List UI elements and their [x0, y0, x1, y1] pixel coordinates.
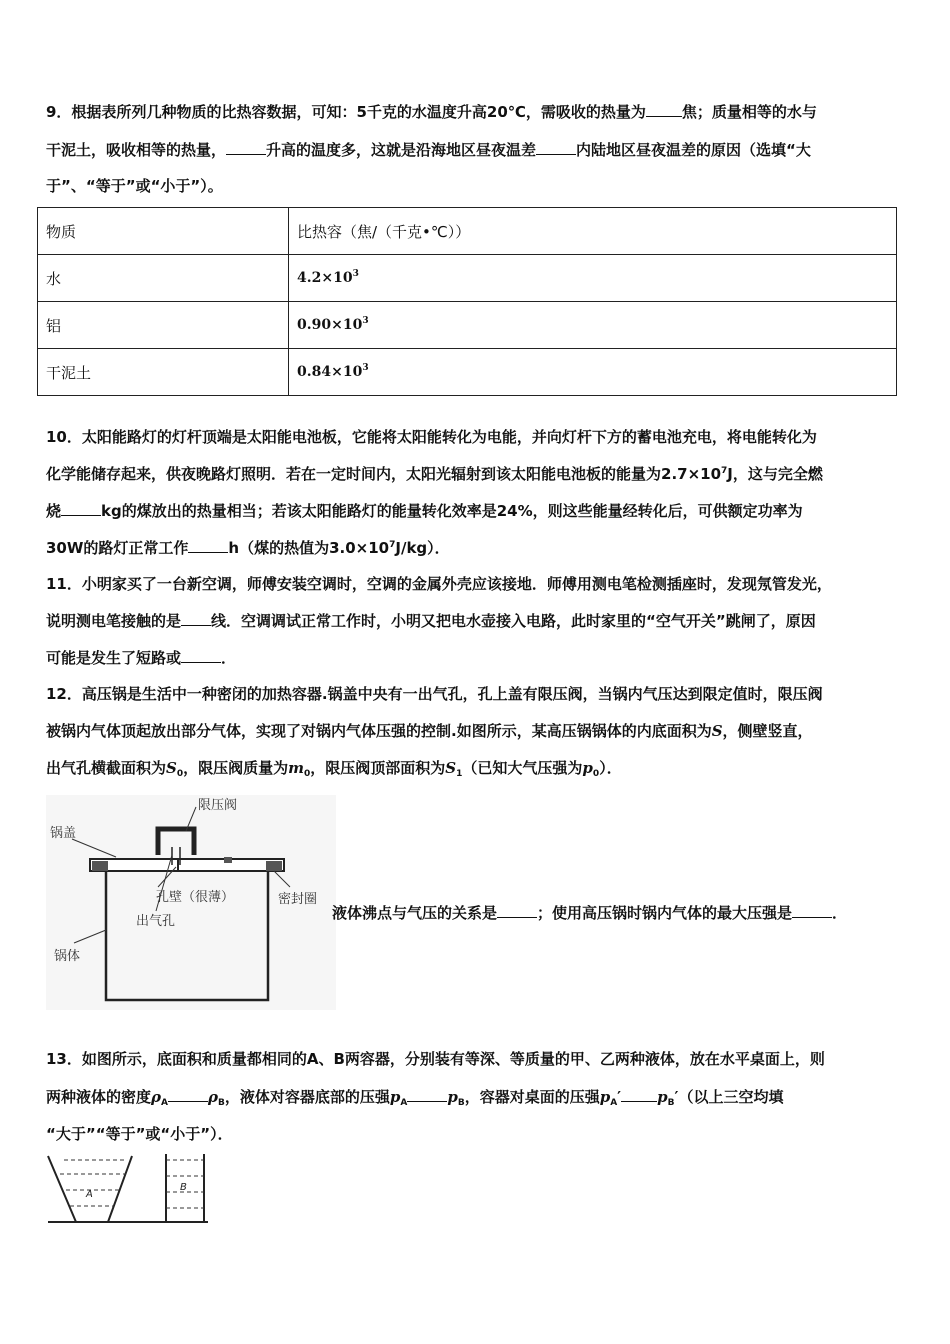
q10-line3: 烧 kg的煤放出的热量相当；若该太阳能路灯的能量转化效率是24%，则这些能量经转化后，可供额定功率为	[46, 502, 803, 520]
table-cell-value: $0.90\times 10^3$	[289, 302, 897, 349]
pressure-cooker-diagram	[46, 795, 336, 1010]
q13-blank-table-pressure[interactable]	[621, 1087, 657, 1102]
containers-diagram	[46, 1150, 212, 1226]
label-vent: 出气孔	[136, 914, 176, 929]
table-cell-substance: 干泥土	[38, 349, 289, 396]
q13-line3: “大于”“等于”或“小于”）．	[46, 1125, 233, 1143]
q11-blank-wire[interactable]	[181, 611, 211, 626]
table-cell-value: $4.2\times 10^3$	[289, 255, 897, 302]
table-row	[38, 349, 897, 396]
q11-line1: 11．小明家买了一台新空调，师傅安装空调时，空调的金属外壳应该接地．师傅用测电笔检测插座时，发现氖管发光，	[46, 575, 832, 593]
label-pot-body: 锅体	[54, 949, 81, 964]
q13-blank-density[interactable]	[168, 1087, 208, 1102]
table-cell-substance: 铝	[38, 302, 289, 349]
label-container-a: A	[86, 1189, 93, 1200]
q9-line1: 9．根据表所列几种物质的比热容数据，可知：5千克的水温度升高20℃，需吸收的热量为 焦；质量相等的水与	[46, 103, 817, 121]
q13-line2: 两种液体的密度$\rho_A$ $\rho_B$，液体对容器底部的压强$p_A$ $p_B$，容器对桌面的压强$p_A'$ $p_B'$（以上三空均填	[46, 1088, 784, 1108]
table-header-cell: 比热容（焦/（千克•℃））	[289, 208, 897, 255]
q10-blank-coal-mass[interactable]	[61, 501, 101, 516]
q11-line2: 说明测电笔接触的是 线．空调调试正常工作时，小明又把电水壶接入电路，此时家里的“空气开关”跳闸了，原因	[46, 612, 816, 630]
q12-blank-boiling[interactable]	[497, 903, 537, 918]
q12-answer-line: 液体沸点与气压的关系是 ；使用高压锅时锅内气体的最大压强是 ．	[332, 904, 848, 922]
table-header-row	[38, 208, 897, 255]
label-seal: 密封圈	[278, 892, 318, 907]
q9-blank-heat[interactable]	[646, 102, 682, 117]
specific-heat-table	[37, 207, 897, 396]
q10-line2: 化学能储存起来，供夜晚路灯照明．若在一定时间内，太阳光辐射到该太阳能电池板的能量为$2.7\times 10^7J$，这与完全燃	[46, 465, 823, 483]
q9-line2: 干泥土，吸收相等的热量， 升高的温度多，这就是沿海地区昼夜温差 内陆地区昼夜温差的原因（选填“大	[46, 141, 811, 159]
q13-line1: 13．如图所示，底面积和质量都相同的A、B两容器，分别装有等深、等质量的甲、乙两种液体，放在水平桌面上，则	[46, 1050, 825, 1068]
table-row	[38, 302, 897, 349]
table-cell-substance: 水	[38, 255, 289, 302]
q9-blank-compare[interactable]	[536, 140, 576, 155]
q12-line1: 12．高压锅是生活中一种密闭的加热容器.锅盖中央有一出气孔，孔上盖有限压阀，当锅内气压达到限定值时，限压阀	[46, 685, 823, 703]
q12-blank-max-pressure[interactable]	[792, 903, 832, 918]
q10-line4: 30W的路灯正常工作 h（煤的热值为$3.0\times 10^7J/kg$）．	[46, 539, 450, 557]
label-valve: 限压阀	[198, 798, 238, 813]
table-row	[38, 255, 897, 302]
q11-blank-reason[interactable]	[181, 648, 221, 663]
q11-line3: 可能是发生了短路或 ．	[46, 649, 237, 667]
label-hole-wall: 孔壁（很薄）	[156, 890, 235, 905]
table-cell-value: $0.84\times 10^3$	[289, 349, 897, 396]
table-header-cell: 物质	[38, 208, 289, 255]
label-container-b: B	[180, 1182, 187, 1193]
label-lid: 锅盖	[50, 826, 77, 841]
q10-blank-hours[interactable]	[188, 538, 228, 553]
q12-line2: 被锅内气体顶起放出部分气体，实现了对锅内气体压强的控制.如图所示，某高压锅锅体的内底面积为S，侧壁竖直，	[46, 722, 813, 740]
q13-blank-bottom-pressure[interactable]	[407, 1087, 447, 1102]
q9-line3: 于”、“等于”或“小于”）。	[46, 177, 223, 195]
q12-line3: 出气孔横截面积为$S_0$，限压阀质量为$m_0$，限压阀顶部面积为$S_1$（已知大气压强为$p_0$）．	[46, 759, 622, 779]
q10-line1: 10．太阳能路灯的灯杆顶端是太阳能电池板，它能将太阳能转化为电能，并向灯杆下方的蓄电池充电，将电能转化为	[46, 428, 817, 446]
q9-blank-substance[interactable]	[226, 140, 266, 155]
